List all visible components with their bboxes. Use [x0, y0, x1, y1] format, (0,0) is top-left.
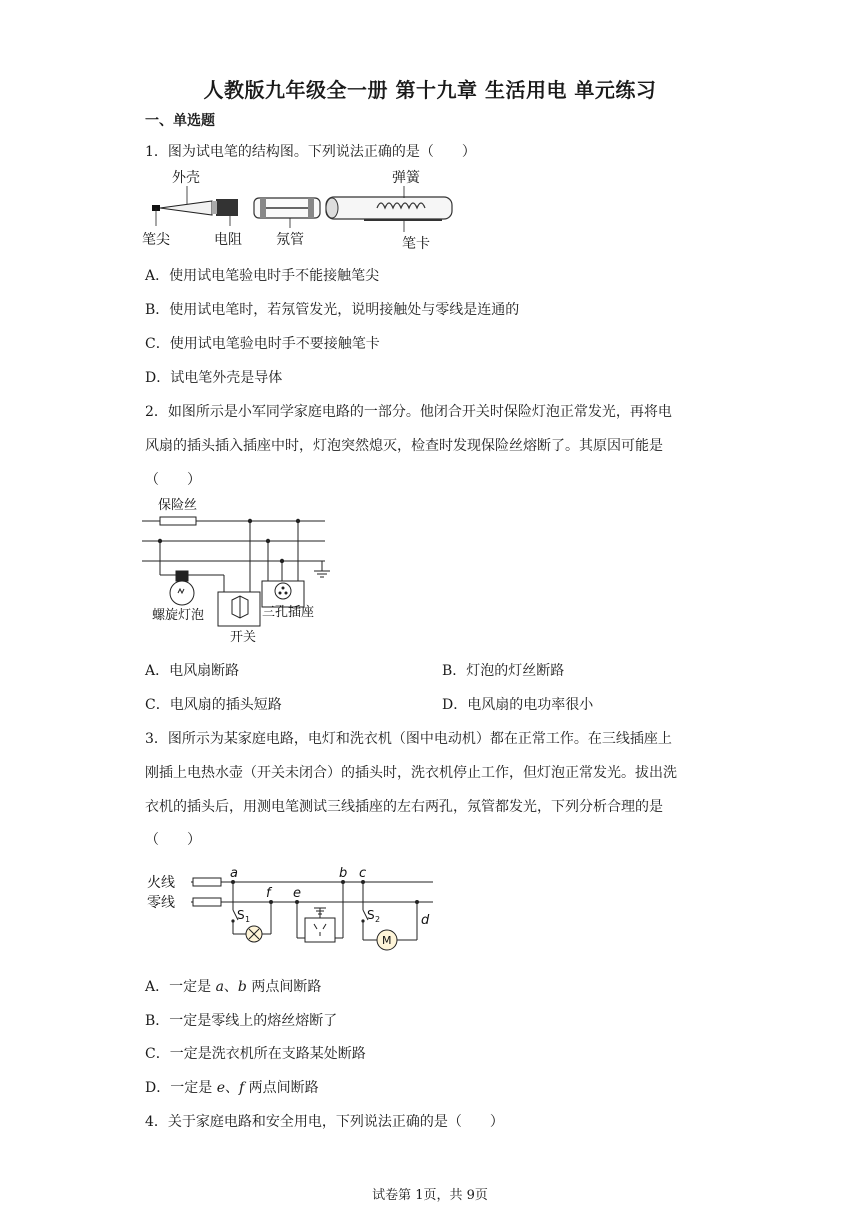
label-motor: M: [382, 934, 392, 947]
q2-stem-line-1: 2．如图所示是小军同学家庭电路的一部分。他闭合开关时保险灯泡正常发光，再将电: [145, 404, 672, 420]
q1-option-c: C．使用试电笔验电时手不要接触笔卡: [145, 336, 380, 352]
label-point-c: c: [359, 866, 367, 881]
q3-stem-line-2: 刚插上电热水壶（开关未闭合）的插头时，洗衣机停止工作，但灯泡正常发光。拔出洗: [145, 765, 677, 781]
label-point-f: f: [266, 886, 271, 901]
label-neutral-wire: 零线: [147, 895, 175, 911]
label-point-d: d: [421, 913, 430, 928]
label-switch-s1: S: [237, 908, 245, 922]
label-fuse: 保险丝: [158, 498, 198, 513]
q4-stem: 4．关于家庭电路和安全用电，下列说法正确的是（ ）: [145, 1114, 504, 1130]
label-point-b: b: [339, 866, 348, 881]
label-live-wire: 火线: [147, 875, 175, 891]
q1-option-b: B．使用试电笔时，若氖管发光，说明接触处与零线是连通的: [145, 302, 520, 318]
section-heading: 一、单选题: [145, 113, 215, 129]
q2-figure-home-circuit: [142, 493, 342, 647]
q2-stem-line-2: 风扇的插头插入插座中时，灯泡突然熄灭，检查时发现保险丝熔断了。其原因可能是: [145, 438, 663, 454]
label-tip: 笔尖: [142, 232, 170, 248]
q2-option-c: C．电风扇的插头短路: [145, 697, 282, 713]
q1-figure-test-pen: [142, 168, 472, 256]
label-spring: 弹簧: [392, 170, 420, 186]
label-switch-s1-sub: 1: [245, 915, 251, 924]
label-resistor: 电阻: [214, 232, 242, 248]
q1-stem: 1．图为试电笔的结构图。下列说法正确的是（ ）: [145, 144, 476, 160]
q2-option-b: B．灯泡的灯丝断路: [442, 663, 565, 679]
label-point-a: a: [230, 866, 238, 881]
page-footer: 试卷第 1页，共 9页: [372, 1188, 488, 1203]
q2-stem-line-3: （ ）: [145, 472, 201, 488]
label-socket: 三孔插座: [262, 605, 315, 620]
q3-stem-line-3: 衣机的插头后，用测电笔测试三线插座的左右两孔，氖管都发光，下列分析合理的是: [145, 799, 663, 815]
label-switch: 开关: [230, 630, 257, 645]
q2-option-d: D．电风扇的电功率很小: [442, 697, 594, 713]
label-neon: 氖管: [276, 232, 304, 248]
q3-stem-line-1: 3．图所示为某家庭电路，电灯和洗衣机（图中电动机）都在正常工作。在三线插座上: [145, 731, 672, 747]
q3-option-c: C．一定是洗衣机所在支路某处断路: [145, 1046, 366, 1062]
page-title: 人教版九年级全一册 第十九章 生活用电 单元练习: [203, 78, 657, 102]
label-bulb: 螺旋灯泡: [152, 608, 205, 623]
q3-option-a: A．一定是 a、b 两点间断路: [145, 979, 322, 995]
q2-option-a: A．电风扇断路: [145, 663, 240, 679]
q3-figure-home-circuit: [145, 862, 445, 956]
label-shell: 外壳: [172, 170, 200, 186]
label-clip: 笔卡: [402, 236, 430, 252]
label-switch-s2: S: [367, 908, 375, 922]
label-switch-s2-sub: 2: [375, 915, 381, 924]
q1-option-a: A．使用试电笔验电时手不能接触笔尖: [145, 268, 380, 284]
q1-option-d: D．试电笔外壳是导体: [145, 370, 283, 386]
q3-option-b: B．一定是零线上的熔丝熔断了: [145, 1013, 338, 1029]
label-point-e: e: [293, 886, 301, 901]
q3-option-d: D．一定是 e、f 两点间断路: [145, 1080, 319, 1096]
q3-stem-line-4: （ ）: [145, 832, 201, 848]
